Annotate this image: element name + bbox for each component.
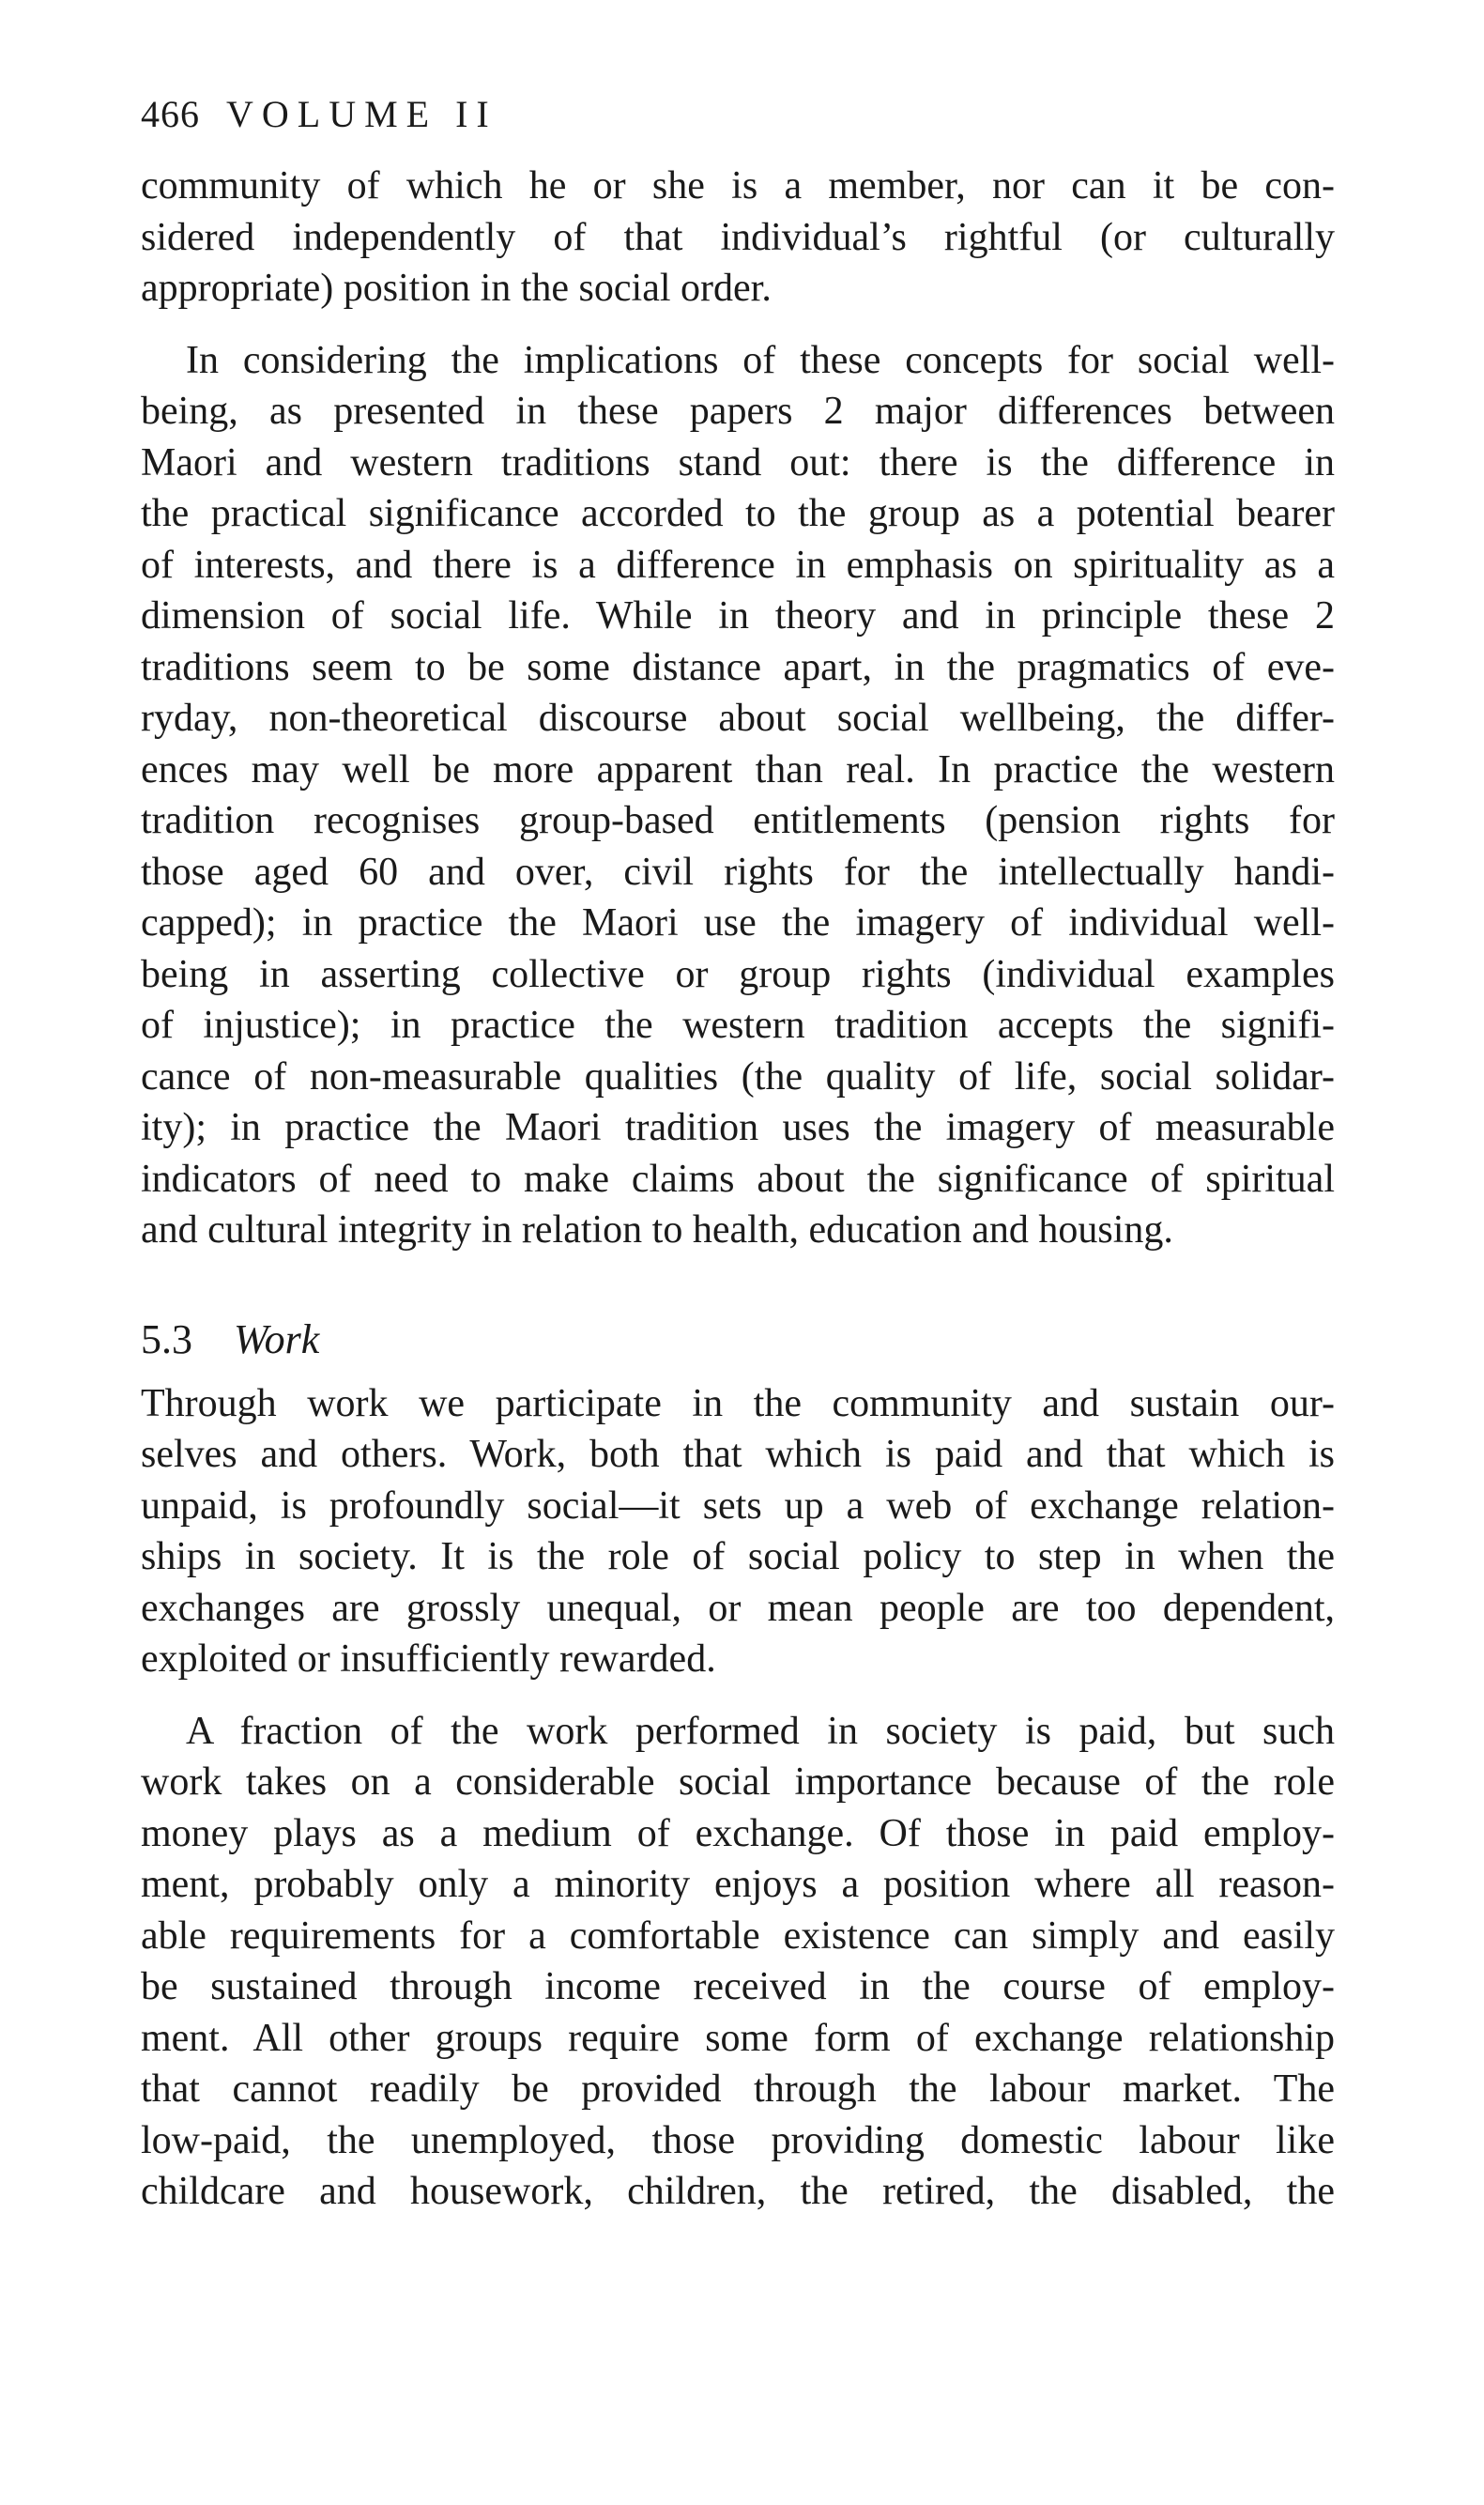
text-line: able requirements for a comfortable existence can simply and easily xyxy=(141,1913,1335,1958)
text-line: be sustained through income received in the course of employ- xyxy=(141,1965,1335,2008)
text-line: and cultural integrity in relation to health, education and housing. xyxy=(141,1208,1173,1252)
text-line: money plays as a medium of exchange. Of those in paid employ- xyxy=(141,1811,1335,1855)
paragraph-maori-western xyxy=(141,335,1335,1256)
page-number: 466 xyxy=(141,93,200,135)
text-line: In considering the implications of these concepts for social well- xyxy=(186,338,1335,382)
text-line: being, as presented in these papers 2 major differences between xyxy=(141,390,1335,433)
text-line: the practical significance accorded to the group as a potential bearer xyxy=(141,492,1335,535)
text-line: of injustice); in practice the western tradition accepts the signifi- xyxy=(141,1004,1335,1047)
section-number: 5.3 xyxy=(141,1315,192,1362)
text-line: Maori and western traditions stand out: there is the difference in xyxy=(141,440,1335,484)
section-heading xyxy=(141,1314,1335,1373)
text-line: appropriate) position in the social order. xyxy=(141,267,772,310)
text-line: work takes on a considerable social importance because of the role xyxy=(141,1760,1335,1804)
text-line: ity); in practice the Maori tradition uses the imagery of measurable xyxy=(141,1106,1335,1149)
text-line: those aged 60 and over, civil rights for the intellectually handi- xyxy=(141,850,1335,894)
text-line: traditions seem to be some distance apart, in the pragmatics of eve- xyxy=(141,645,1335,689)
paragraph-continued xyxy=(141,161,1335,315)
text-line: capped); in practice the Maori use the imagery of individual well- xyxy=(141,901,1335,945)
text-line: A fraction of the work performed in society is paid, but such xyxy=(186,1709,1335,1753)
volume-label: VOLUME II xyxy=(226,93,497,135)
text-line: ment, probably only a minority enjoys a position where all reason- xyxy=(141,1863,1335,1906)
paragraph-work-intro xyxy=(141,1378,1335,1685)
text-line: of interests, and there is a difference in emphasis on spirituality as a xyxy=(141,543,1335,587)
text-line: cance of non-measurable qualities (the quality of life, social solidar- xyxy=(141,1054,1335,1099)
text-line: indicators of need to make claims about the significance of spiritual xyxy=(141,1157,1335,1201)
text-line: tradition recognises group-based entitlements (pension rights for xyxy=(141,799,1335,842)
text-line: sidered independently of that individual’s rightful (or culturally xyxy=(141,215,1335,259)
book-page xyxy=(141,89,1335,2218)
text-line: ships in society. It is the role of social policy to step in when the xyxy=(141,1535,1335,1578)
text-line: ment. All other groups require some form of exchange relationship xyxy=(141,2016,1335,2060)
text-line: childcare and housework, children, the retired, the disabled, the xyxy=(141,2170,1335,2213)
text-line: Through work we participate in the community and sustain our- xyxy=(141,1381,1335,1425)
text-line: exchanges are grossly unequal, or mean people are too dependent, xyxy=(141,1586,1335,1630)
text-line: being in asserting collective or group rights (individual examples xyxy=(141,952,1335,996)
text-line: ryday, non-theoretical discourse about social wellbeing, the differ- xyxy=(141,697,1335,740)
text-line: dimension of social life. While in theory and in principle these 2 xyxy=(141,594,1335,638)
text-line: ences may well be more apparent than real. In practice the western xyxy=(141,747,1335,791)
text-line: unpaid, is profoundly social—it sets up a web of exchange relation- xyxy=(141,1483,1335,1528)
paragraph-paid-work xyxy=(141,1706,1335,2218)
text-line: that cannot readily be provided through the labour market. The xyxy=(141,2067,1335,2111)
text-line: selves and others. Work, both that which is paid and that which is xyxy=(141,1433,1335,1476)
text-line: exploited or insufficiently rewarded. xyxy=(141,1637,716,1681)
text-line: low-paid, the unemployed, those providing domestic labour like xyxy=(141,2118,1335,2162)
text-line: community of which he or she is a member, nor can it be con- xyxy=(141,164,1335,207)
section-title: Work xyxy=(234,1315,320,1362)
running-head xyxy=(141,89,1335,146)
